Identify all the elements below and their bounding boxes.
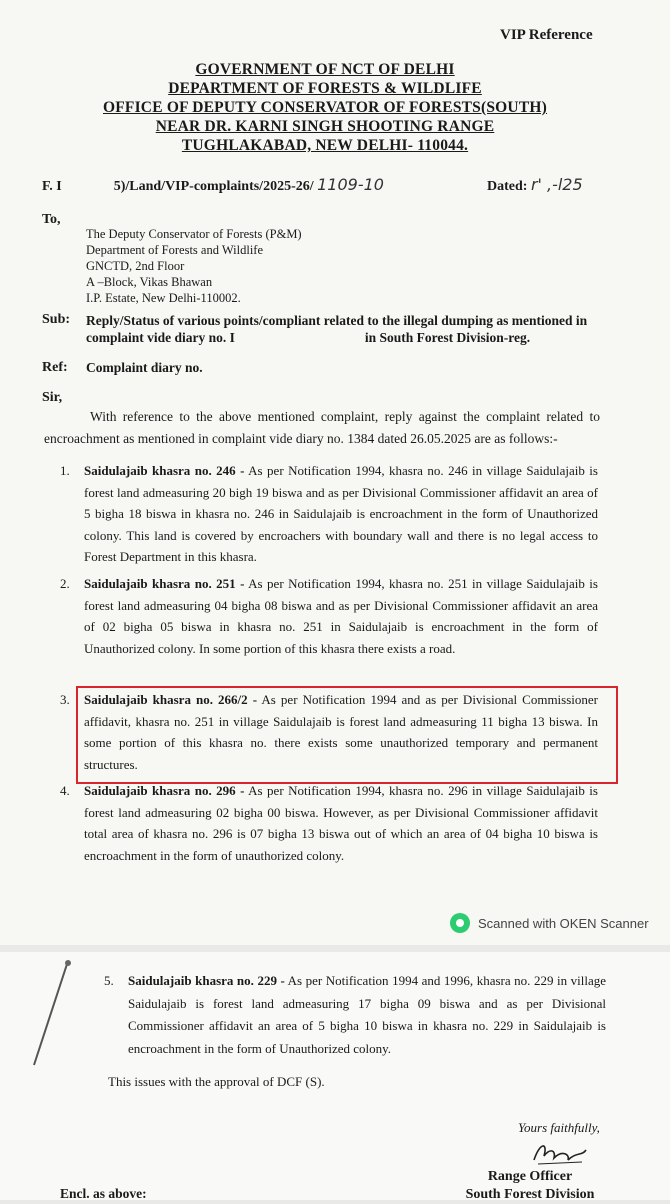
- reference-label: Ref:: [42, 360, 68, 375]
- item-title: Saidulajaib khasra no. 266/2 -: [84, 692, 258, 707]
- letterhead-line-5: TUGHLAKABAD, NEW DELHI- 110044.: [181, 137, 469, 154]
- item-text: As per Notification 1994, khasra no. 296 in village Saidulajaib is forest land admeasuring 02 bigha 00 biswa. However, as per Divisional Commissioner affidavit total area of khasra no. 296 is 07 bigha 13 biswa out of which an area of 04 bigha 10 biswa is encroachment in the form of unauthorized colony.: [84, 783, 598, 863]
- item-text: As per Notification 1994 and 1996, khasra no. 229 in village Saidulajaib is forest land admeasuring 17 bigha 09 biswa and as per Divisional Commissioner affidavit an area of 5 bigha 10 biswa in khasra no. 229 in Saidulajaib is encroachment in the form of Unauthorized colony.: [128, 973, 606, 1056]
- address-line: I.P. Estate, New Delhi-110002.: [86, 291, 241, 305]
- signature-icon: [530, 1138, 590, 1168]
- subject-line-2: [86, 329, 598, 346]
- pin-mark-icon: [20, 955, 80, 1075]
- reference-text: Complaint diary no.: [86, 360, 203, 375]
- recipient-address: [86, 226, 302, 306]
- subject-line-1: Reply/Status of various points/compliant related to the illegal dumping as mentioned in: [86, 313, 588, 328]
- scanner-watermark: [450, 913, 649, 933]
- address-line: The Deputy Conservator of Forests (P&M): [86, 227, 302, 241]
- enclosure-label: Encl. as above:: [60, 1186, 147, 1201]
- salutation: Sir,: [42, 390, 63, 405]
- subject-label: Sub:: [42, 312, 71, 327]
- scanner-badge-text: Scanned with OKEN Scanner: [478, 915, 649, 931]
- file-prefix: F. I: [42, 179, 62, 194]
- item-number: 4.: [60, 783, 70, 798]
- item-title: Saidulajaib khasra no. 229 -: [128, 973, 285, 988]
- item-text: As per Notification 1994 and as per Divisional Commissioner affidavit, khasra no. 251 in village Saidulajaib is forest land admeasuring 11 bigha 13 biswa. In some portion of this khasra no. there exists some unauthorized temporary and permanent structures.: [84, 692, 599, 772]
- item-title: Saidulajaib khasra no. 251 -: [84, 576, 245, 591]
- letterhead-line-1: GOVERNMENT OF NCT OF DELHI: [195, 61, 455, 78]
- item-number: 3.: [60, 692, 70, 707]
- item-number: 1.: [60, 463, 70, 478]
- closing-phrase: Yours faithfully,: [518, 1120, 600, 1135]
- file-ref: 5)/Land/VIP-complaints/2025-26/: [113, 179, 314, 194]
- item-number: 5.: [104, 973, 114, 988]
- letterhead-line-2: DEPARTMENT OF FORESTS & WILDLIFE: [168, 80, 482, 97]
- handwritten-dispatch-number: 1109-10: [317, 175, 384, 194]
- approval-note: This issues with the approval of DCF (S).: [108, 1074, 325, 1089]
- scanner-logo-icon: [450, 913, 470, 933]
- subject-line-2b: in South Forest Division-reg.: [364, 330, 531, 345]
- intro-paragraph: With reference to the above mentioned complaint, reply against the complaint related to encroachment as mentioned in complaint vide diary no. 1384 dated 26.05.2025 are as follows:-: [44, 409, 600, 446]
- list-item: [60, 780, 598, 866]
- dated-field: [487, 175, 583, 195]
- file-number: [42, 175, 384, 195]
- letterhead: [60, 60, 590, 155]
- address-line: Department of Forests and Wildlife: [86, 243, 264, 257]
- item-title: Saidulajaib khasra no. 296 -: [84, 783, 245, 798]
- list-item: [104, 970, 606, 1060]
- item-number: 2.: [60, 576, 70, 591]
- subject-line-2a: complaint vide diary no. I: [86, 330, 235, 345]
- to-label: To,: [42, 212, 61, 227]
- letterhead-line-4: NEAR DR. KARNI SINGH SHOOTING RANGE: [155, 118, 495, 135]
- dated-label: Dated:: [487, 179, 528, 194]
- item-text: As per Notification 1994, khasra no. 251 in village Saidulajaib is forest land admeasuring 04 bigha 08 biswa and as per Divisional Commissioner affidavit an area of 02 bigha 05 biswa in khasra no. 251 in Saidulajaib is encroachment in the form of Unauthorized colony. In some portion of this khasra there exists a road.: [84, 576, 598, 656]
- signatory-block: [460, 1168, 600, 1204]
- address-line: A –Block, Vikas Bhawan: [86, 275, 213, 289]
- handwritten-date: r' ,-l25: [530, 175, 583, 194]
- letterhead-line-3: OFFICE OF DEPUTY CONSERVATOR OF FORESTS(SOUTH): [102, 99, 547, 116]
- vip-reference-label: VIP Reference: [500, 27, 593, 43]
- list-item: [60, 573, 598, 659]
- item-text: As per Notification 1994, khasra no. 246 in village Saidulajaib is forest land admeasuring 20 bigh 19 biswa and as per Divisional Commissioner affidavit an area of 5 bigha 18 biswa in khasra no. 246 in Saidulajaib is encroachment in the form of Unauthorized colony. This land is covered by encroachers with boundary wall and there is no legal access to Forest Department in this khasra.: [84, 463, 598, 565]
- officer-division: South Forest Division: [465, 1187, 595, 1202]
- address-line: GNCTD, 2nd Floor: [86, 259, 185, 273]
- item-title: Saidulajaib khasra no. 246 -: [84, 463, 245, 478]
- list-item: [60, 689, 599, 775]
- officer-title: Range Officer: [487, 1169, 573, 1184]
- list-item: [60, 460, 598, 568]
- subject-text: [86, 312, 598, 346]
